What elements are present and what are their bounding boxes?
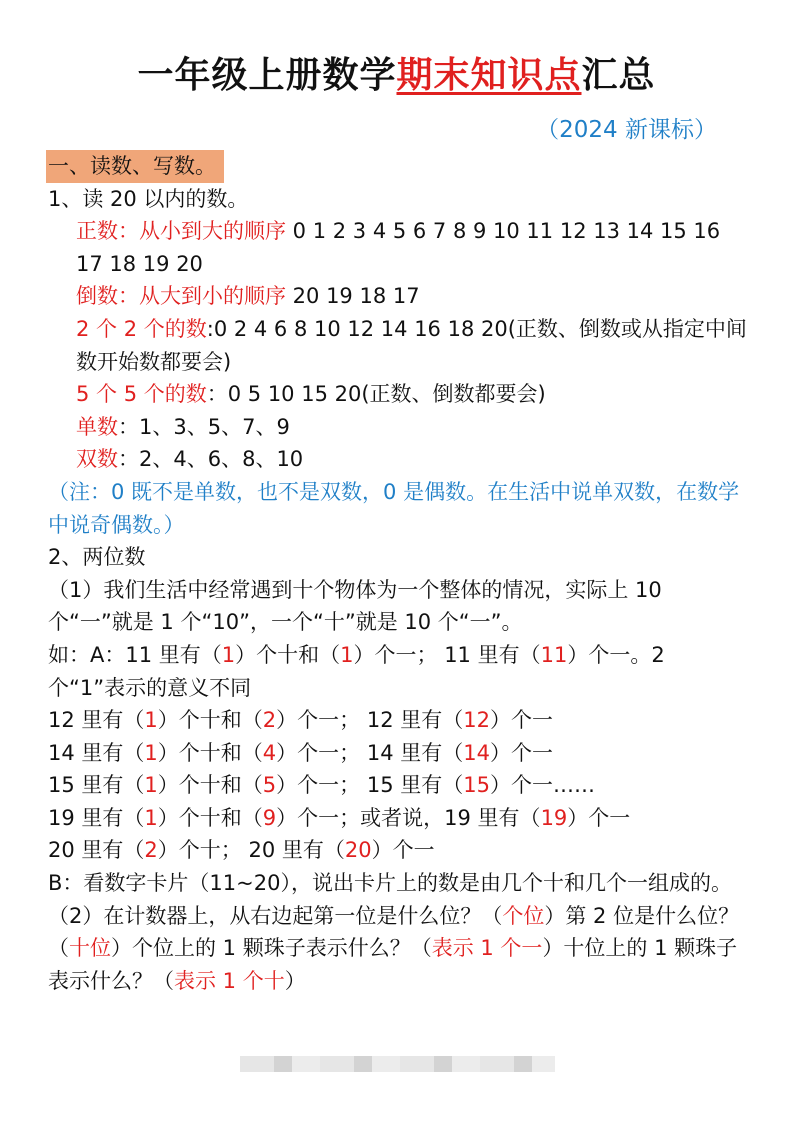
section-heading bbox=[48, 150, 748, 183]
example-a-text: ）个一； 11 里有（ bbox=[353, 642, 541, 667]
row-number: 12 bbox=[366, 708, 394, 733]
odd-label: 单数 bbox=[76, 414, 118, 439]
row-text: ）个十和（ bbox=[157, 805, 263, 830]
ones-answer: 4 bbox=[262, 740, 277, 765]
even-label: 双数 bbox=[76, 447, 118, 472]
para2-text: （2）在计数器上，从右边起第一位是什么位？（ bbox=[48, 903, 503, 928]
even-numbers bbox=[48, 443, 748, 476]
row-answer: 20 bbox=[344, 838, 372, 863]
row-text: ）个一 bbox=[371, 838, 435, 863]
example-a-answer: 1 bbox=[221, 642, 236, 667]
row-tail: 个一…… bbox=[511, 773, 596, 798]
forward-label: 正数：从小到大的顺序 bbox=[76, 219, 286, 244]
place-value-row: 15 里有（1）个十和（5）个一； 15 里有（15）个一…… bbox=[48, 773, 596, 798]
row-number: 15 bbox=[366, 773, 394, 798]
ones-answer: 2 bbox=[262, 708, 277, 733]
row-number: 14 bbox=[366, 740, 394, 765]
backward-values: 20 19 18 17 bbox=[286, 284, 420, 309]
row-text: ）个十； 20 里有（ bbox=[157, 838, 345, 863]
row-answer: 19 bbox=[540, 805, 568, 830]
by2-label: 2 个 2 个的数 bbox=[76, 316, 207, 341]
row-text: 19 里有（ bbox=[48, 805, 145, 830]
paragraph-1: （1）我们生活中经常遇到十个物体为一个整体的情况，实际上 10 个“一”就是 1 个“10”，一个“十”就是 10 个“一”。 bbox=[48, 577, 662, 635]
count-by-2 bbox=[48, 313, 748, 378]
example-b: B：看数字卡片（11~20），说出卡片上的数是由几个十和几个一组成的。 bbox=[48, 871, 732, 896]
example-a bbox=[48, 639, 748, 704]
backward-count bbox=[48, 280, 748, 313]
example-a-text: ）个一。2 个“1”表示的意义不同 bbox=[48, 642, 665, 700]
tens-answer: 1 bbox=[144, 708, 158, 733]
para2-text: ）个位上的 1 颗珠子表示什么？（ bbox=[111, 936, 432, 961]
place-value-row: 14 里有（1）个十和（4）个一； 14 里有（14）个一 bbox=[48, 740, 554, 765]
even-values: ：2、4、6、8、10 bbox=[118, 447, 304, 472]
forward-count bbox=[48, 215, 748, 280]
example-a-answer: 1 bbox=[340, 642, 354, 667]
by5-values: ：0 5 10 15 20(正数、倒数都要会) bbox=[206, 382, 546, 407]
row-number: 15 bbox=[48, 773, 75, 798]
page-title bbox=[0, 52, 793, 100]
row-tail: 个一 bbox=[511, 740, 554, 765]
row-number: 14 bbox=[48, 740, 75, 765]
row-answer: 2 bbox=[144, 838, 158, 863]
para2-answer: 表示 1 个一 bbox=[431, 936, 543, 961]
example-a-answer: 11 bbox=[540, 642, 568, 667]
row-text: 20 里有（ bbox=[48, 838, 145, 863]
by5-label: 5 个 5 个的数 bbox=[76, 382, 207, 407]
count-by-5 bbox=[48, 378, 748, 411]
odd-numbers bbox=[48, 411, 748, 444]
document-body bbox=[48, 150, 748, 997]
tens-answer: 1 bbox=[144, 773, 158, 798]
edition-label: （2024 新课标） bbox=[536, 117, 717, 143]
item1-title: 1、读 20 以内的数。 bbox=[48, 186, 249, 211]
ones-answer: 5 bbox=[262, 773, 277, 798]
example-a-text: 如：A：11 里有（ bbox=[48, 642, 222, 667]
para2-answer: 表示 1 个十 bbox=[174, 968, 285, 993]
paragraph-2 bbox=[48, 900, 748, 998]
forward-values: 0 1 2 3 4 5 6 7 8 9 10 11 12 13 14 15 16 17 18 19 20 bbox=[76, 219, 721, 276]
row-answer: 1 bbox=[144, 805, 158, 830]
row-text: ）个一；或者说，19 里有（ bbox=[276, 805, 541, 830]
place-value-row: 12 里有（1）个十和（2）个一； 12 里有（12）个一 bbox=[48, 708, 554, 733]
para2-text: ）第 2 位是什么位？（ bbox=[48, 903, 740, 961]
example-a-text: ）个十和（ bbox=[235, 642, 341, 667]
title-main: 一年级上册数学 bbox=[137, 55, 397, 96]
row-20 bbox=[48, 834, 748, 867]
para2-text: ）十位上的 1 颗珠子表示什么？（ bbox=[48, 936, 738, 993]
row-answer: 9 bbox=[262, 805, 277, 830]
total-answer: 15 bbox=[463, 773, 491, 798]
para2-answer: 十位 bbox=[69, 936, 111, 961]
row-tail: 个一 bbox=[511, 708, 554, 733]
row-text: ）个一 bbox=[567, 805, 631, 830]
item2-title: 2、两位数 bbox=[48, 545, 146, 570]
odd-values: ：1、3、5、7、9 bbox=[118, 414, 290, 439]
by2-values: :0 2 4 6 8 10 12 14 16 18 20(正数、倒数或从指定中间数开始数都要会) bbox=[76, 316, 747, 374]
backward-label: 倒数：从大到小的顺序 bbox=[76, 284, 286, 309]
total-answer: 14 bbox=[463, 740, 491, 765]
blurred-footer-bar bbox=[240, 1056, 555, 1072]
row-number: 12 bbox=[48, 708, 75, 733]
title-end: 汇总 bbox=[581, 55, 656, 96]
row-19 bbox=[48, 802, 748, 835]
section1-heading: 一、读数、写数。 bbox=[46, 150, 224, 183]
total-answer: 12 bbox=[463, 708, 491, 733]
para2-text: ） bbox=[284, 968, 306, 993]
note: （注：0 既不是单数，也不是双数，0 是偶数。在生活中说单双数，在数学中说奇偶数。） bbox=[48, 479, 740, 537]
para2-answer: 个位 bbox=[502, 903, 545, 928]
title-highlight: 期末知识点 bbox=[396, 55, 582, 96]
tens-answer: 1 bbox=[144, 740, 158, 765]
